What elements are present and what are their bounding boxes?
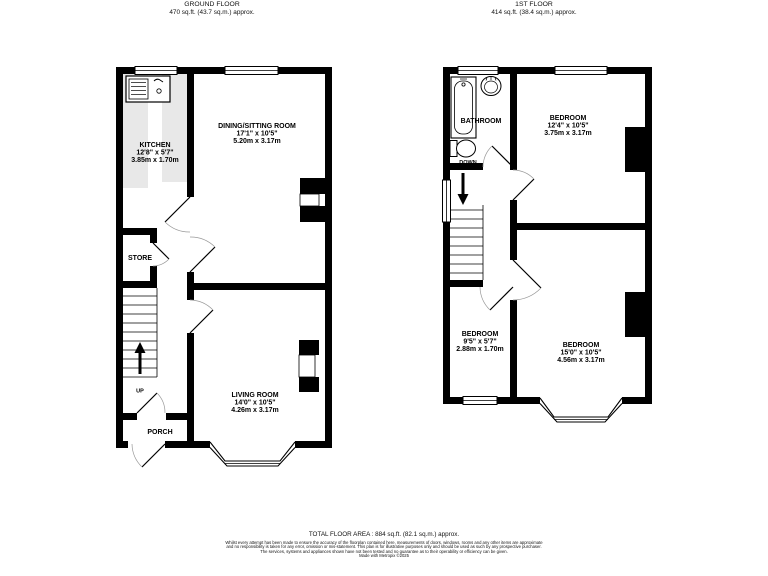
kitchen-dims-imperial: 12'8" x 5'7" xyxy=(136,149,174,157)
ground-bay-window xyxy=(210,440,295,466)
living-dims-imperial: 14'0" x 10'5" xyxy=(234,399,276,407)
store-door xyxy=(153,243,169,266)
porch-inner-door xyxy=(137,393,165,413)
staircase-first xyxy=(450,205,483,280)
bathroom-label: BATHROOM xyxy=(460,118,502,125)
living-label: LIVING ROOM xyxy=(231,392,279,399)
toilet-icon xyxy=(450,140,476,157)
sink-icon xyxy=(126,76,170,102)
kitchen-label: KITCHEN xyxy=(139,142,171,149)
bedroom-back-chimney xyxy=(625,292,645,337)
bedroom-front-dims-metric: 3.75m x 3.17m xyxy=(544,130,592,137)
bath-icon xyxy=(451,77,476,138)
disclaimer-text: Whilst every attempt has been made to ensure the accuracy of the floorplan contained here, measurements of doors, windows, rooms and any other items are approximate and no responsibility is taken for any error, omission or mis-statement. This plan is for illustrative purposes only and should be used as such by any prospective purchaser. The services, systems and appliances shown have not been tested and no guarantee as to their operability or efficiency can be given. xyxy=(225,539,543,554)
dining-dims-metric: 5.20m x 3.17m xyxy=(233,138,281,145)
total-floor-area: TOTAL FLOOR AREA : 884 sq.ft. (82.1 sq.m.) approx. xyxy=(308,531,460,538)
bedroom-small-dims-metric: 2.88m x 1.70m xyxy=(456,346,504,353)
up-arrow-icon xyxy=(135,342,146,374)
front-door-opening xyxy=(128,440,165,449)
ground-floor-area: 470 sq.ft. (43.7 sq.m.) approx. xyxy=(169,9,255,16)
porch-label: PORCH xyxy=(147,429,173,436)
down-arrow-icon xyxy=(458,173,469,205)
store-label: STORE xyxy=(128,255,152,262)
bedroom-small-door xyxy=(480,287,513,310)
dining-label: DINING/SITTING ROOM xyxy=(218,123,296,130)
bedroom-small-label: BEDROOM xyxy=(461,331,499,338)
living-door xyxy=(190,300,213,333)
kitchen-door xyxy=(165,197,190,232)
down-label: DOWN xyxy=(459,160,477,166)
bedroom-back-label: BEDROOM xyxy=(562,342,600,349)
ground-floor-title: GROUND FLOOR xyxy=(184,1,240,8)
first-floor-area: 414 sq.ft. (38.4 sq.m.) approx. xyxy=(491,9,577,16)
dining-dims-imperial: 17'1" x 10'5" xyxy=(236,130,278,138)
bedroom-small-dims-imperial: 9'5" x 5'7" xyxy=(463,338,497,346)
dining-chimney-breast xyxy=(300,178,325,222)
living-dims-metric: 4.26m x 3.17m xyxy=(231,407,279,414)
footer xyxy=(184,531,584,559)
up-label: UP xyxy=(136,388,144,395)
bedroom-front-door xyxy=(513,170,534,200)
living-chimney-breast xyxy=(299,340,319,392)
ground-floor-plan xyxy=(116,67,332,468)
bedroom-front-label: BEDROOM xyxy=(549,115,587,122)
first-floor-title: 1ST FLOOR xyxy=(515,1,553,8)
bathroom-door xyxy=(483,146,513,167)
first-bay-window xyxy=(540,396,622,422)
bedroom-front-dims-imperial: 12'4" x 10'5" xyxy=(547,122,589,130)
bedroom-back-door xyxy=(513,260,541,300)
bedroom-front-chimney xyxy=(625,127,645,172)
bedroom-back-dims-metric: 4.56m x 3.17m xyxy=(557,357,605,364)
metropix-credit: Made with Metropix ©2025 xyxy=(359,553,409,559)
dining-door xyxy=(190,237,215,272)
kitchen-dims-metric: 3.85m x 1.70m xyxy=(131,157,179,164)
first-floor-plan xyxy=(443,67,653,423)
bedroom-back-dims-imperial: 15'0" x 10'5" xyxy=(560,349,602,357)
basin-icon xyxy=(481,77,501,96)
